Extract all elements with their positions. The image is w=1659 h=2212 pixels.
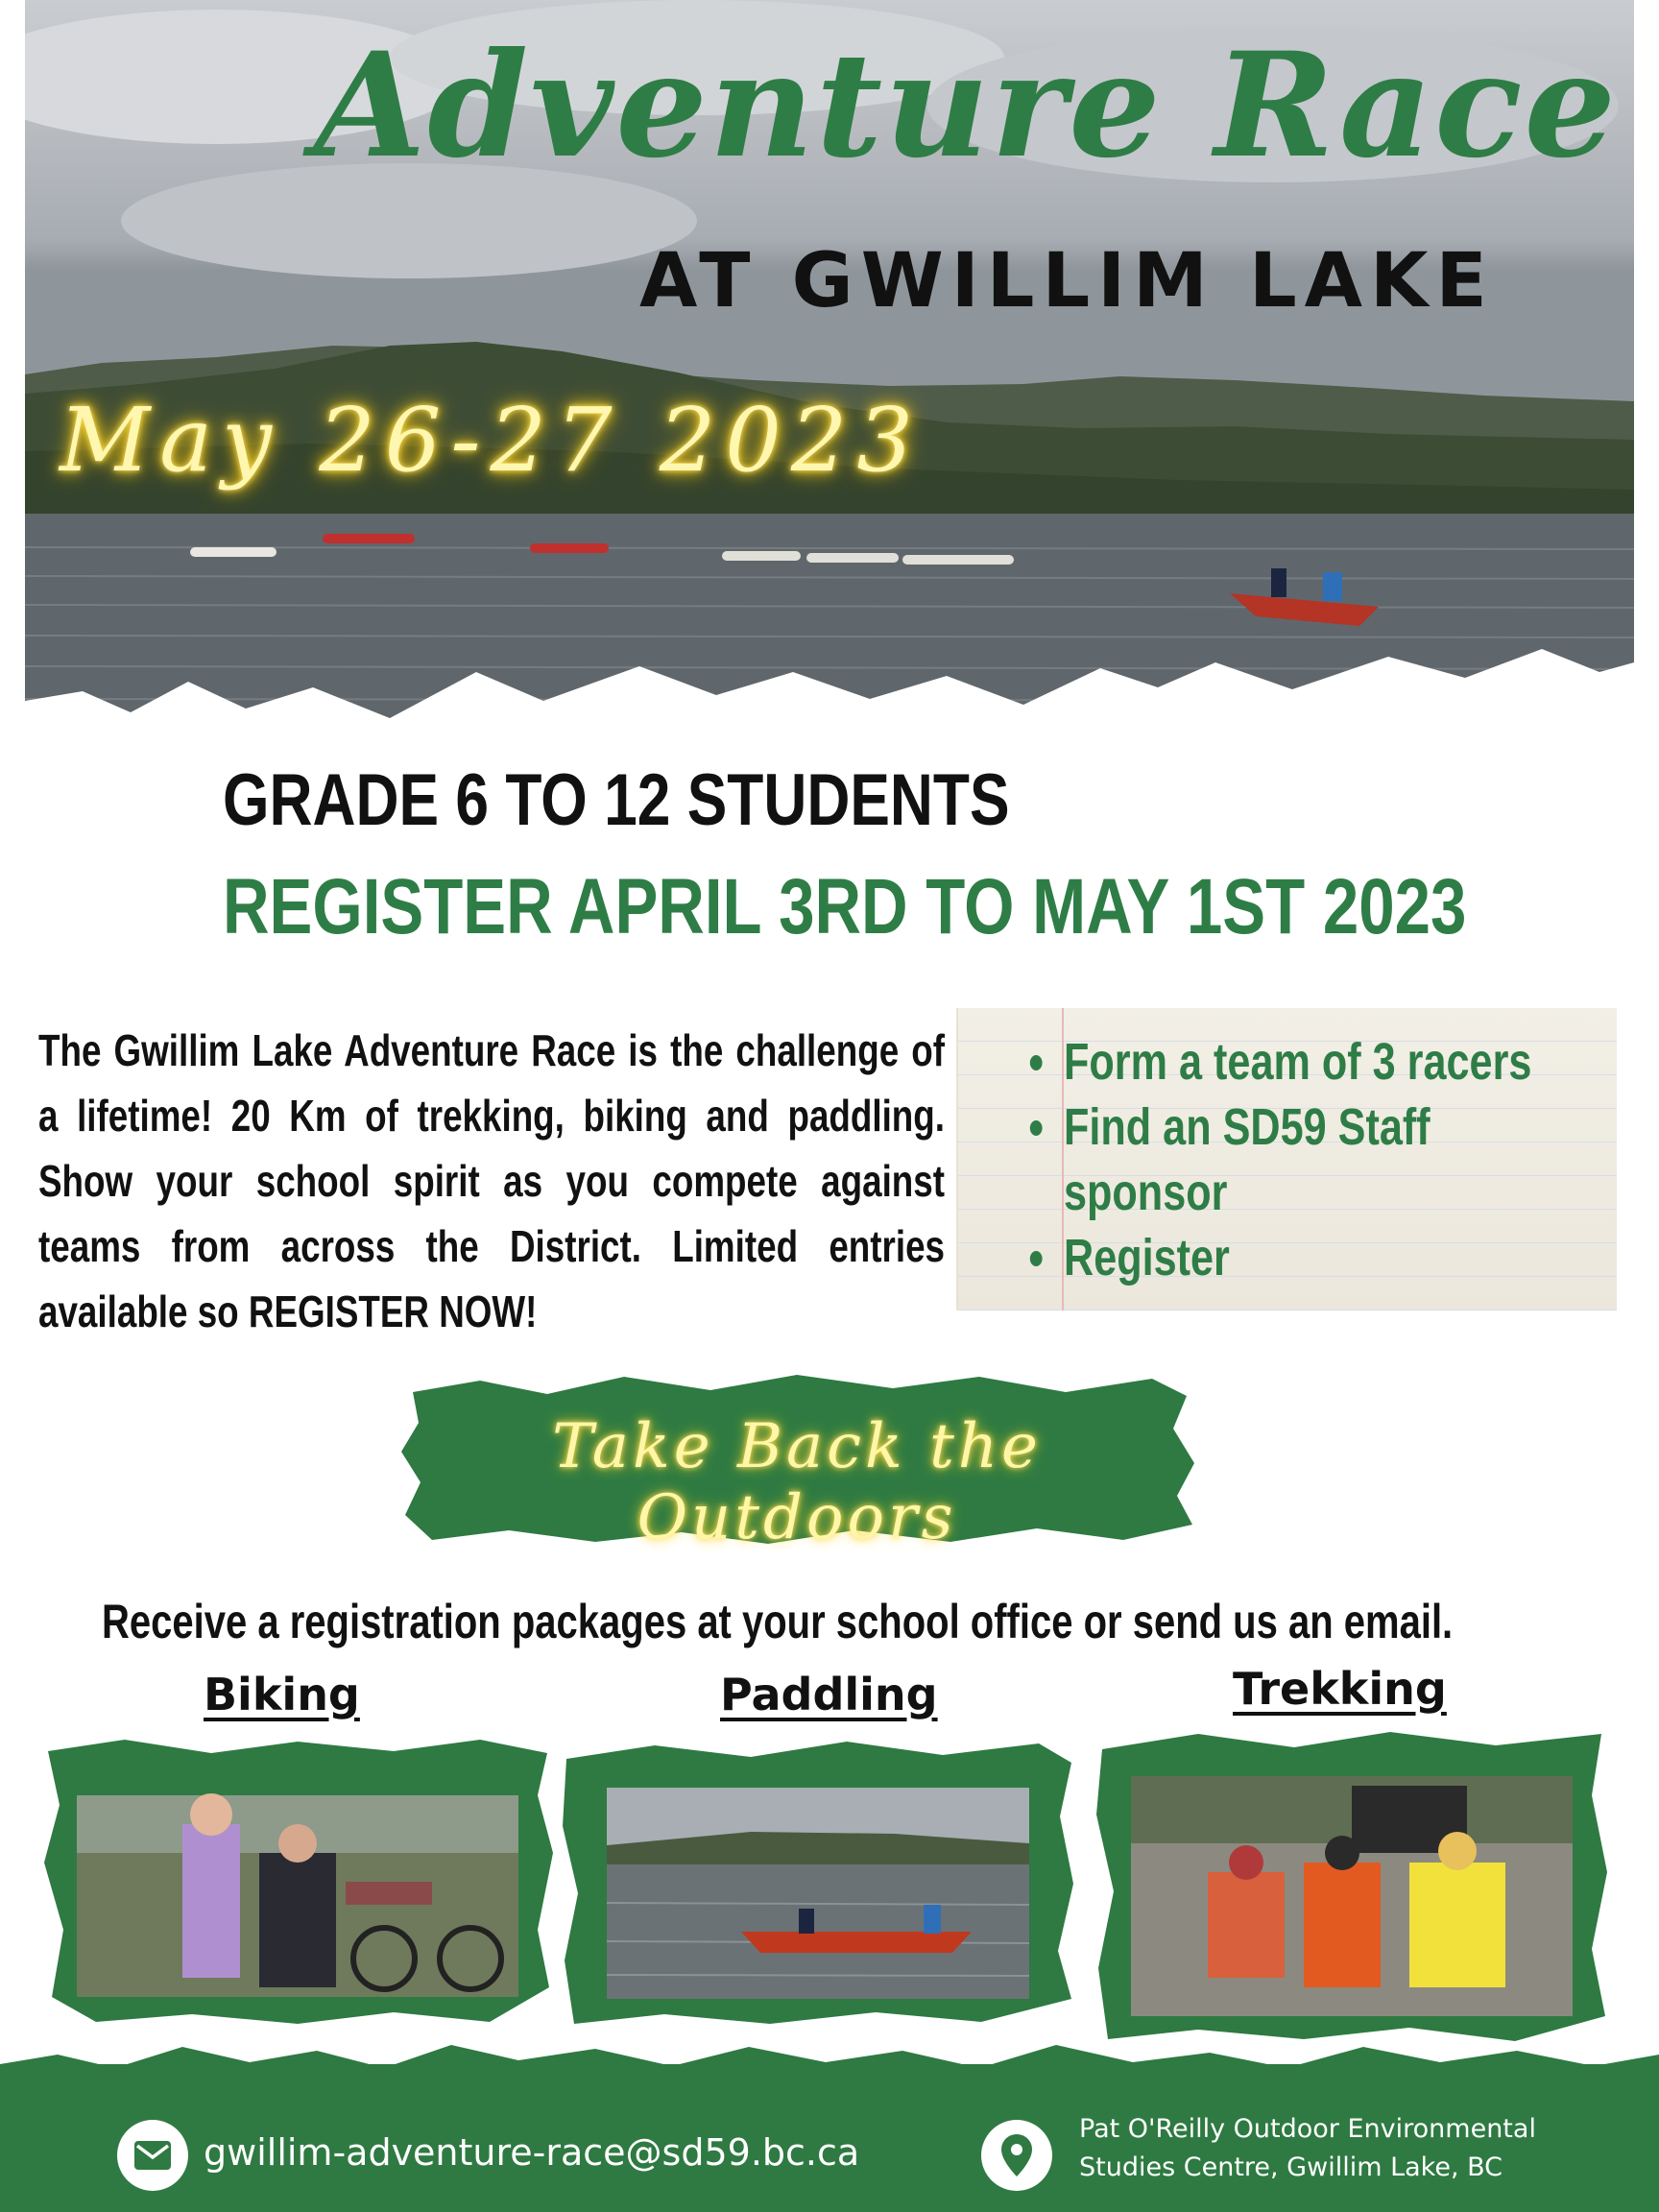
contact-email-link[interactable]: gwillim-adventure-race@sd59.bc.ca [204, 2131, 860, 2174]
activity-label-biking: Biking [204, 1669, 360, 1720]
step-item: Find an SD59 Staff sponsor [1025, 1094, 1563, 1225]
event-date: May 26-27 2023 [60, 389, 923, 492]
activity-label-paddling: Paddling [720, 1669, 938, 1720]
mail-icon [117, 2120, 188, 2191]
steps-note [956, 1008, 1617, 1310]
address-line-1: Pat O'Reilly Outdoor Environmental [1079, 2114, 1536, 2144]
map-pin-icon [981, 2120, 1052, 2191]
registration-dates-heading: REGISTER APRIL 3RD TO MAY 1ST 2023 [223, 863, 1467, 950]
event-location-subtitle: AT GWILLIM LAKE [639, 238, 1495, 325]
eligibility-heading: GRADE 6 TO 12 STUDENTS [223, 759, 1010, 841]
steps-list [1025, 1029, 1563, 1290]
activity-label-trekking: Trekking [1233, 1663, 1447, 1715]
venue-address [1079, 2110, 1636, 2187]
event-title: Adventure Race [313, 21, 1618, 190]
address-line-2: Studies Centre, Gwillim Lake, BC [1079, 2152, 1503, 2182]
biking-photo [38, 1738, 557, 2026]
intro-paragraph: The Gwillim Lake Adventure Race is the challenge of a lifetime! 20 Km of trekking, biking and paddling. Show your school spirit as you compete against teams from across the District. Limited entries available so REGISTER NOW! [38, 1025, 945, 1336]
registration-instructions: Receive a registration packages at your school office or send us an email. [102, 1595, 1454, 1648]
step-item: Register [1025, 1225, 1563, 1290]
hero-photo [25, 0, 1634, 749]
step-item: Form a team of 3 racers [1025, 1029, 1563, 1094]
trekking-photo [1093, 1728, 1611, 2045]
paddling-photo [559, 1740, 1077, 2028]
slogan-text: Take Back the Outdoors [552, 1411, 1042, 1553]
